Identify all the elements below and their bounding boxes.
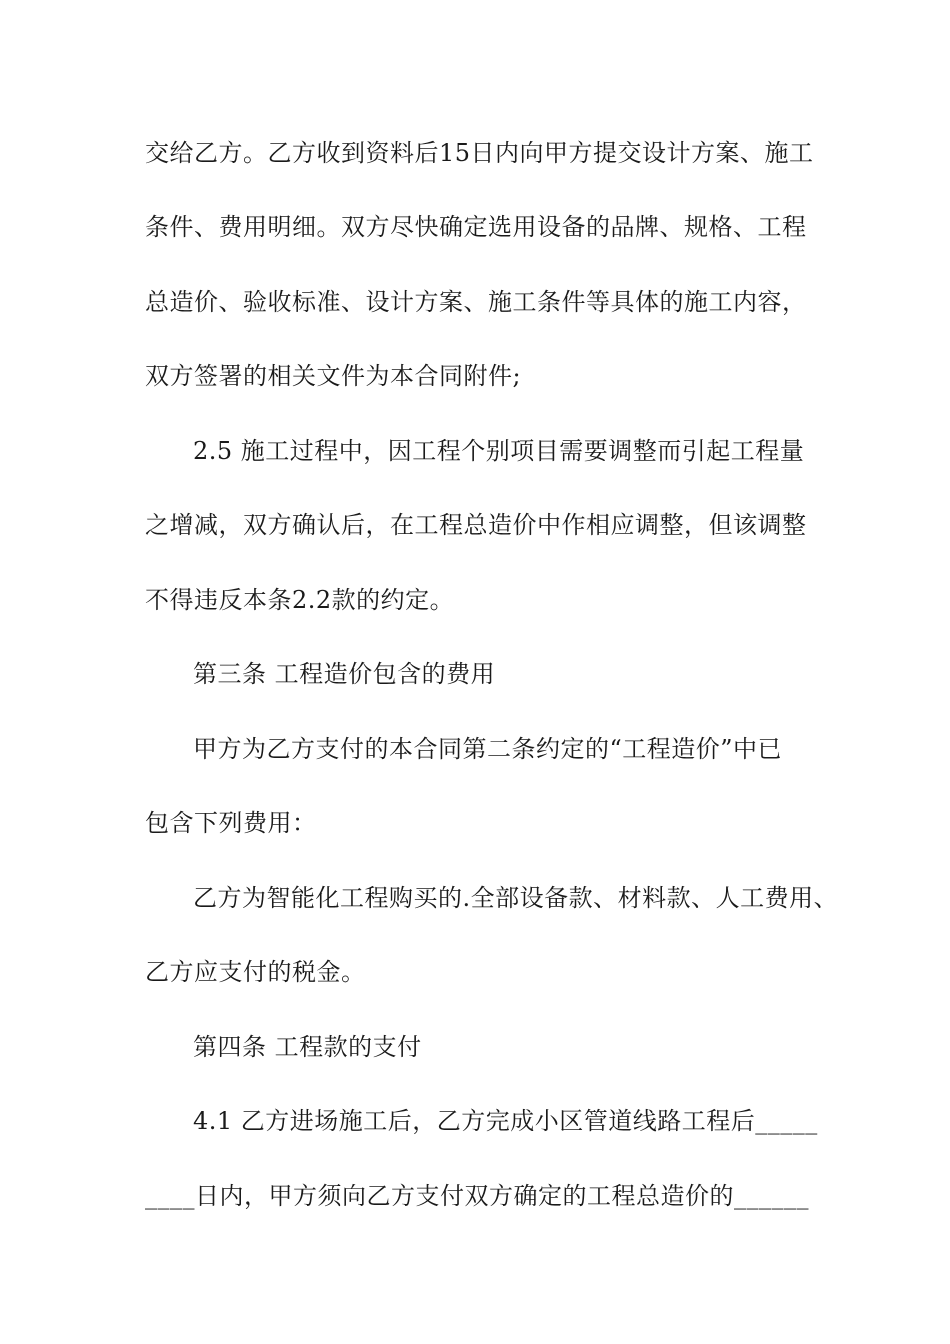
clause-2-5-line-1: 2.5 施工过程中，因工程个别项目需要调整而引起工程量 (193, 437, 805, 465)
paragraph-line-3: 总造价、验收标准、设计方案、施工条件等具体的施工内容， (145, 288, 807, 316)
article-4-heading: 第四条 工程款的支付 (193, 1033, 422, 1061)
clause-4-1-line-2: ____日内，甲方须向乙方支付双方确定的工程总造价的______ (145, 1182, 809, 1210)
paragraph-line-1: 交给乙方。乙方收到资料后15日内向甲方提交设计方案、施工 (145, 139, 814, 167)
article-3-line-3: 乙方为智能化工程购买的.全部设备款、材料款、人工费用、 (193, 884, 839, 912)
paragraph-line-2: 条件、费用明细。双方尽快确定选用设备的品牌、规格、工程 (145, 213, 807, 241)
article-3-line-1: 甲方为乙方支付的本合同第二条约定的“工程造价”中已 (193, 735, 783, 763)
paragraph-line-4: 双方签署的相关文件为本合同附件; (145, 362, 522, 390)
article-3-line-4: 乙方应支付的税金。 (145, 958, 366, 986)
article-3-line-2: 包含下列费用： (145, 809, 317, 837)
article-3-heading: 第三条 工程造价包含的费用 (193, 660, 496, 688)
clause-2-5-line-2: 之增减，双方确认后，在工程总造价中作相应调整，但该调整 (145, 511, 807, 539)
clause-2-5-line-3: 不得违反本条2.2款的约定。 (145, 586, 455, 614)
clause-4-1-line-1: 4.1 乙方进场施工后，乙方完成小区管道线路工程后_____ (193, 1107, 818, 1135)
